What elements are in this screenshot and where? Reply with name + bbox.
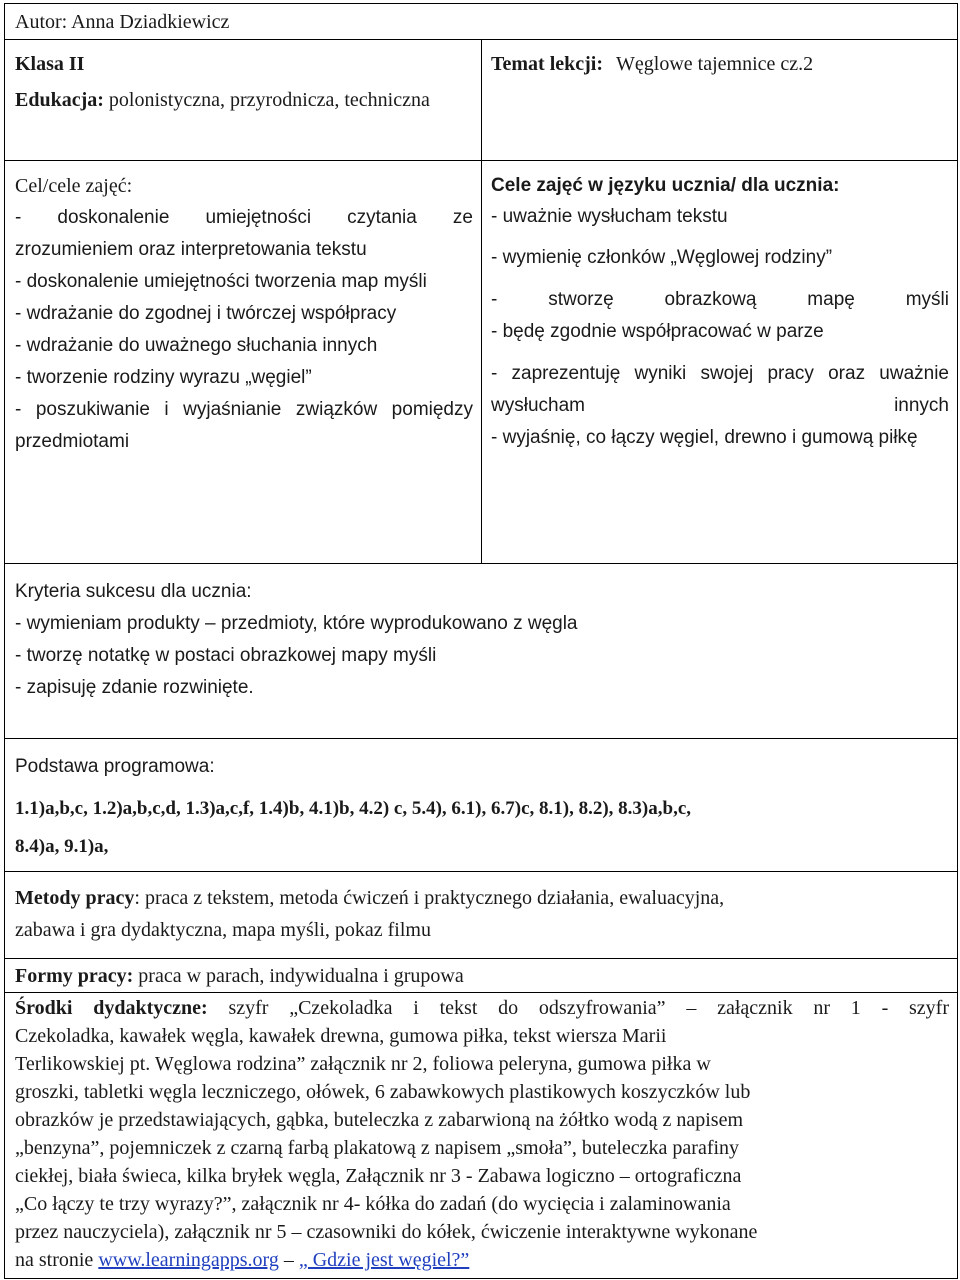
goal-item: - doskonalenie umiejętności czytania ze zrozumieniem oraz interpretowania tekstu (15, 207, 473, 260)
goal-item: - wdrażanie do uważnego słuchania innych (15, 335, 378, 356)
aids-line: szyfr „Czekoladka i tekst do odszyfrowania” – załącznik nr 1 - szyfr (228, 997, 949, 1019)
curriculum-title: Podstawa programowa: (15, 756, 215, 777)
aids-line: Czekoladka, kawałek węgla, kawałek drewna, gumowa piłka, tekst wiersza Marii (15, 1025, 667, 1047)
aids-last-prefix: na stronie (15, 1249, 99, 1271)
aids-line: przez nauczyciela), załącznik nr 5 – czasowniki do kółek, ćwiczenie interaktywne wykonane (15, 1221, 758, 1243)
methods-line-2: zabawa i gra dydaktyczna, mapa myśli, pokaz filmu (15, 919, 431, 941)
author-line: Autor: Anna Dziadkiewicz (15, 11, 230, 33)
aids-last-line (15, 1246, 949, 1274)
topic-value: Węglowe tajemnice cz.2 (616, 53, 814, 75)
curriculum-line: 8.4)a, 9.1)a, (15, 836, 109, 857)
lesson-plan-table (4, 3, 958, 1279)
class-info (15, 48, 475, 116)
student-goal-item: - wyjaśnię, co łączy węgiel, drewno i gumową piłkę (491, 427, 918, 448)
student-goal-item: - będę zgodnie współpracować w parze (491, 321, 824, 342)
topic-line (491, 48, 951, 80)
student-goal-item: - stworzę obrazkową mapę myśli (491, 289, 949, 310)
student-goals-title: Cele zajęć w języku ucznia/ dla ucznia: (491, 175, 840, 196)
criteria-item: - tworzę notatkę w postaci obrazkowej mapy myśli (15, 645, 437, 666)
forms-line (15, 960, 945, 992)
methods-line (15, 882, 945, 914)
aids-line: Terlikowskiej pt. Węglowa rodzina” załącznik nr 2, foliowa peleryna, gumowa piłka w (15, 1053, 711, 1075)
aids-first-line (15, 994, 949, 1022)
goals-section (15, 170, 473, 458)
forms-label: Formy pracy: (15, 965, 134, 987)
student-goals-section (491, 170, 949, 454)
aids-line: „benzyna”, pojemniczek z czarną farbą plakatową z napisem „smoła”, buteleczka parafiny (15, 1137, 740, 1159)
education-label: Edukacja: (15, 89, 104, 111)
goal-item: - tworzenie rodziny wyrazu „węgiel” (15, 367, 312, 388)
where-is-coal-link[interactable]: „ Gdzie jest węgiel?” (298, 1249, 470, 1271)
methods-section (15, 882, 945, 946)
methods-label: Metody pracy (15, 887, 135, 909)
criteria-item: - zapisuję zdanie rozwinięte. (15, 677, 254, 698)
curriculum-section (15, 751, 945, 863)
aids-line: groszki, tabletki węgla leczniczego, ołówek, 6 zabawkowych plastikowych koszyczków lub (15, 1081, 751, 1103)
student-goal-item: - uważnie wysłucham tekstu (491, 206, 728, 227)
education-value: polonistyczna, przyrodnicza, techniczna (108, 89, 430, 111)
education-line (15, 84, 475, 116)
forms-value: praca w parach, indywidualna i grupowa (138, 965, 464, 987)
aids-line: „Co łączy te trzy wyrazy?”, załącznik nr 4- kółka do zadań (do wycięcia i zalaminowania (15, 1193, 731, 1215)
aids-label: Środki dydaktyczne: (15, 997, 208, 1019)
topic-label: Temat lekcji: (491, 53, 604, 75)
forms-section (15, 960, 945, 992)
criteria-section (15, 576, 945, 704)
aids-section (15, 994, 949, 1274)
student-goal-item: - zaprezentuję wyniki swojej pracy oraz uważnie wysłucham innych (491, 363, 949, 416)
criteria-title: Kryteria sukcesu dla ucznia: (15, 581, 252, 602)
goal-item: - doskonalenie umiejętności tworzenia map myśli (15, 271, 427, 292)
goals-title: Cel/cele zajęć: (15, 175, 133, 197)
class-label: Klasa II (15, 53, 85, 75)
aids-line: obrazków je przedstawiających, gąbka, buteleczka z zabarwioną na żółtko wodą z napisem (15, 1109, 743, 1131)
goal-item: - poszukiwanie i wyjaśnianie związków pomiędzy przedmiotami (15, 399, 473, 452)
criteria-item: - wymieniam produkty – przedmioty, które wyprodukowano z węgla (15, 613, 578, 634)
methods-value: : praca z tekstem, metoda ćwiczeń i praktycznego działania, ewaluacyjna, (134, 887, 725, 909)
curriculum-line: 1.1)a,b,c, 1.2)a,b,c,d, 1.3)a,c,f, 1.4)b, 4.1)b, 4.2) c, 5.4), 6.1), 6.7)c, 8.1), 8.2), 8.3)a,b,c, (15, 798, 692, 819)
student-goal-item: - wymienię członków „Węglowej rodziny” (491, 247, 833, 268)
learningapps-link[interactable]: www.learningapps.org (98, 1249, 279, 1271)
topic-info (491, 48, 951, 80)
aids-dash: – (278, 1249, 299, 1271)
aids-line: ciekłej, biała świeca, kilka bryłek węgla, Załącznik nr 3 - Zabawa logiczno – ortograficzna (15, 1165, 742, 1187)
goal-item: - wdrażanie do zgodnej i twórczej współpracy (15, 303, 397, 324)
